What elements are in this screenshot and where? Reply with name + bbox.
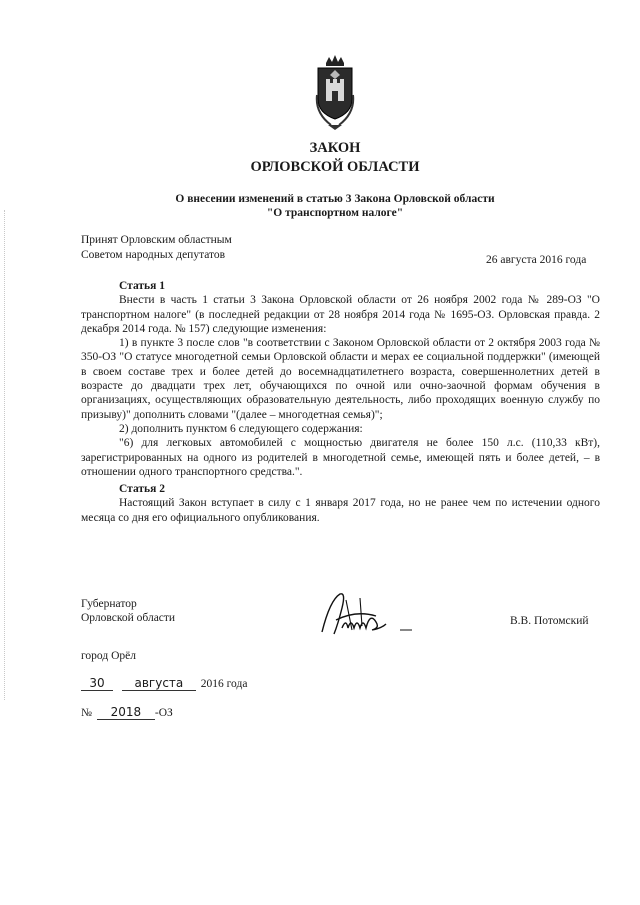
law-subtitle-quoted: "О транспортном налоге" bbox=[266, 207, 404, 219]
law-body bbox=[81, 279, 600, 525]
signing-month: августа bbox=[122, 676, 196, 691]
region-title: ОРЛОВСКОЙ ОБЛАСТИ bbox=[250, 159, 420, 175]
article-2-heading: Статья 2 bbox=[119, 483, 165, 496]
article-1-item-1: 1) в пункте 3 после слов "в соответствии с Законом Орловской области от 2 октября 2003 года № 350-ОЗ "О статусе многодетной семьи Орловской области и мерах ее социальной поддержки" (имеющей в своем составе трех и более детей до восемнадцатилетнего возраста, совершеннолетних детей в возрасте до двадцати трех лет, обучающихся по очной или очно-заочной формам обучения в организациях, осуществляющих образовательную деятельность, либо проходящих военную службу по призыву)" дополнить словами "(далее – многодетная семья)"; bbox=[81, 337, 600, 421]
governor-name: В.В. Потомский bbox=[510, 615, 589, 627]
adopted-by-line1: Принят Орловским областным bbox=[81, 234, 232, 246]
scan-margin-dots bbox=[4, 210, 7, 700]
article-1-intro: Внести в часть 1 статьи 3 Закона Орловской области от 26 ноября 2002 года № 289-ОЗ "О транспортном налоге" (в последней редакции от 28 ноября 2014 года № 1695-ОЗ. Орловская правда. 2 декабря 2014 года. № 157) следующие изменения: bbox=[81, 294, 600, 335]
article-1-heading: Статья 1 bbox=[119, 280, 165, 292]
city: город Орёл bbox=[81, 650, 136, 662]
handwritten-signature-icon bbox=[316, 590, 416, 642]
article-2-text: Настоящий Закон вступает в силу с 1 января 2017 года, но не ранее чем по истечении одного месяца со дня его официального опубликования. bbox=[81, 497, 600, 524]
law-number-suffix: -ОЗ bbox=[154, 707, 173, 719]
coat-of-arms-icon bbox=[314, 55, 356, 131]
governor-position-line1: Губернатор bbox=[81, 598, 137, 610]
signing-year: 2016 года bbox=[200, 678, 248, 690]
article-1-item-2: 2) дополнить пунктом 6 следующего содержания: bbox=[119, 422, 363, 435]
law-subtitle: О внесении изменений в статью 3 Закона Орловской области bbox=[175, 193, 495, 205]
adoption-date: 26 августа 2016 года bbox=[486, 254, 587, 266]
signing-date bbox=[81, 676, 301, 696]
adopted-by-line2: Советом народных депутатов bbox=[81, 249, 226, 261]
signing-day: 30 bbox=[81, 676, 113, 691]
article-1-item-2-text: "6) для легковых автомобилей с мощностью двигателя не более 150 л.с. (110,33 кВт), зарегистрированных на одного из родителей в многодетной семье, имеющей пять и более детей, – в отношении одного транспортного средства.". bbox=[81, 437, 600, 478]
law-number-value: 2018 bbox=[97, 705, 155, 720]
law-number bbox=[81, 705, 281, 725]
governor-position-line2: Орловской области bbox=[81, 612, 176, 624]
law-number-prefix: № bbox=[81, 707, 92, 719]
law-title: ЗАКОН bbox=[309, 140, 361, 156]
